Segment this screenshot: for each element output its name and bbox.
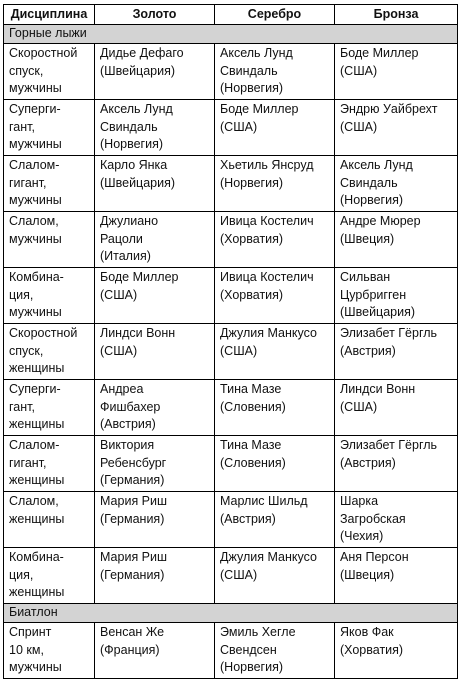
gold-cell [95,156,215,212]
silver-cell [215,380,335,436]
gold-text-line: Ребенсбург [100,455,167,470]
silver-text-line: Джулия Манкусо [220,550,317,564]
gold-cell [95,436,215,492]
bronze-cell [335,212,458,268]
bronze-cell [335,44,458,100]
bronze-text-line: (Норвегия) [340,193,404,207]
silver-text-line: Боде Миллер [220,102,299,116]
table-row [4,268,458,324]
gold-cell [95,324,215,380]
discipline-cell [4,44,95,100]
discipline-text-line: Слалом, [9,494,59,508]
discipline-text-line: ция, [9,567,34,582]
silver-text-line: Тина Мазе [220,382,282,396]
gold-text-line: (Германия) [100,511,165,526]
bronze-text-line: Аксель Лунд [340,158,413,172]
gold-text-line: (Италия) [100,249,151,263]
section-row [4,604,458,623]
discipline-text-line: женщины [9,511,65,526]
gold-text-line: Линдси Вонн [100,326,176,340]
discipline-text-line: 10 км, [9,642,44,657]
bronze-text-line: (США) [340,399,378,414]
discipline-text-line: ция, [9,287,34,302]
discipline-text-line: Слалом, [9,214,59,228]
gold-cell [95,623,215,679]
discipline-text-line: женщины [9,585,65,599]
bronze-text-line: (Австрия) [340,343,396,358]
gold-cell [95,268,215,324]
discipline-cell [4,492,95,548]
bronze-cell [335,268,458,324]
gold-text-line: (Норвегия) [100,137,164,151]
silver-text-line: (Норвегия) [220,660,284,674]
table-row [4,492,458,548]
silver-text-line: Свиндаль [220,63,278,78]
silver-cell [215,436,335,492]
gold-text-line: Рацоли [100,231,143,246]
bronze-text-line: (США) [340,63,378,78]
table-row [4,100,458,156]
discipline-text-line: гант, [9,119,35,134]
bronze-cell [335,380,458,436]
silver-cell [215,548,335,604]
medal-table [3,4,458,679]
gold-text-line: (Германия) [100,567,165,582]
discipline-text-line: спуск, [9,343,44,358]
gold-cell [95,380,215,436]
silver-text-line: (Словения) [220,399,286,414]
discipline-text-line: Слалом- [9,158,60,172]
silver-text-line: (США) [220,343,258,358]
header-bronze: Бронза [335,5,458,25]
bronze-text-line: Шарка [340,494,379,508]
gold-text-line: Джулиано [100,214,159,228]
silver-cell [215,100,335,156]
silver-text-line: Тина Мазе [220,438,282,452]
bronze-text-line: Яков Фак [340,625,394,639]
silver-cell [215,212,335,268]
bronze-text-line: (Австрия) [340,455,396,470]
silver-cell [215,324,335,380]
discipline-text-line: женщины [9,417,65,431]
discipline-text-line: женщины [9,473,65,487]
bronze-cell [335,623,458,679]
discipline-text-line: Слалом- [9,438,60,452]
silver-text-line: Эмиль Хегле [220,625,296,639]
gold-text-line: Фишбахер [100,399,161,414]
gold-cell [95,548,215,604]
bronze-cell [335,324,458,380]
discipline-text-line: мужчины [9,305,62,319]
discipline-text-line: гант, [9,399,35,414]
silver-cell [215,44,335,100]
silver-text-line: Аксель Лунд [220,46,293,60]
header-discipline: Дисциплина [4,5,95,25]
bronze-text-line: (Швеция) [340,231,395,246]
section-title: Биатлон [4,604,458,623]
bronze-text-line: Элизабет Гёргль [340,326,438,340]
gold-text-line: (Швейцария) [100,175,176,190]
silver-cell [215,623,335,679]
silver-text-line: (Норвегия) [220,81,284,95]
table-row [4,156,458,212]
gold-text-line: Свиндаль [100,119,158,134]
discipline-text-line: Скоростной [9,46,78,60]
gold-cell [95,492,215,548]
gold-text-line: (США) [100,287,138,302]
silver-text-line: (Норвегия) [220,175,284,190]
gold-text-line: Карло Янка [100,158,168,172]
silver-text-line: Ивица Костелич [220,214,314,228]
bronze-text-line: Линдси Вонн [340,382,416,396]
bronze-text-line: Эндрю Уайбрехт [340,102,438,116]
discipline-cell [4,268,95,324]
silver-text-line: (США) [220,119,258,134]
discipline-text-line: гигант, [9,455,47,470]
bronze-text-line: Свиндаль [340,175,398,190]
silver-text-line: Марлис Шильд [220,494,308,508]
gold-text-line: Мария Риш [100,494,168,508]
discipline-text-line: гигант, [9,175,47,190]
gold-text-line: Венсан Же [100,625,165,639]
discipline-text-line: спуск, [9,63,44,78]
table-row [4,623,458,679]
discipline-text-line: мужчины [9,81,62,95]
gold-text-line: (Швейцария) [100,63,176,78]
gold-text-line: Андреа [100,382,144,396]
gold-text-line: Аксель Лунд [100,102,173,116]
bronze-text-line: Аня Персон [340,550,409,564]
gold-cell [95,212,215,268]
silver-cell [215,156,335,212]
gold-text-line: Дидье Дефаго [100,46,184,60]
discipline-text-line: Комбина- [9,550,64,564]
silver-cell [215,492,335,548]
discipline-cell [4,548,95,604]
header-row [4,5,458,25]
discipline-text-line: мужчины [9,193,62,207]
section-title: Горные лыжи [4,25,458,44]
bronze-text-line: Андре Мюрер [340,214,421,228]
table-row [4,548,458,604]
bronze-text-line: Элизабет Гёргль [340,438,438,452]
discipline-text-line: мужчины [9,137,62,151]
discipline-text-line: мужчины [9,231,62,246]
bronze-text-line: (Чехия) [340,529,384,543]
bronze-cell [335,548,458,604]
discipline-text-line: Скоростной [9,326,78,340]
bronze-cell [335,492,458,548]
discipline-cell [4,436,95,492]
bronze-text-line: Сильван [340,270,391,284]
gold-cell [95,100,215,156]
gold-text-line: (США) [100,343,138,358]
gold-text-line: Виктория [100,438,155,452]
discipline-cell [4,100,95,156]
table-row [4,212,458,268]
silver-cell [215,268,335,324]
silver-text-line: (США) [220,567,258,582]
silver-text-line: (Хорватия) [220,231,284,246]
bronze-text-line: Цурбригген [340,287,407,302]
discipline-cell [4,212,95,268]
header-gold: Золото [95,5,215,25]
discipline-cell [4,156,95,212]
gold-text-line: (Австрия) [100,417,156,431]
silver-text-line: (Словения) [220,455,286,470]
discipline-cell [4,324,95,380]
table-row [4,436,458,492]
discipline-cell [4,623,95,679]
bronze-text-line: (США) [340,119,378,134]
silver-text-line: Ивица Костелич [220,270,314,284]
discipline-text-line: женщины [9,361,65,375]
bronze-cell [335,156,458,212]
silver-text-line: Хьетиль Янсруд [220,158,314,172]
bronze-cell [335,436,458,492]
bronze-text-line: Загробская [340,511,406,526]
gold-text-line: Мария Риш [100,550,168,564]
gold-cell [95,44,215,100]
bronze-text-line: (Швейцария) [340,305,416,319]
silver-text-line: Свендсен [220,642,277,657]
bronze-text-line: (Швеция) [340,567,395,582]
silver-text-line: (Австрия) [220,511,276,526]
silver-text-line: (Хорватия) [220,287,284,302]
discipline-text-line: Суперги- [9,382,61,396]
header-silver: Серебро [215,5,335,25]
discipline-cell [4,380,95,436]
discipline-text-line: Комбина- [9,270,64,284]
discipline-text-line: Суперги- [9,102,61,116]
discipline-text-line: Спринт [9,625,52,639]
table-row [4,324,458,380]
bronze-text-line: Боде Миллер [340,46,419,60]
gold-text-line: Боде Миллер [100,270,179,284]
bronze-cell [335,100,458,156]
table-body [4,25,458,679]
bronze-text-line: (Хорватия) [340,642,404,657]
table-row [4,44,458,100]
table-row [4,380,458,436]
silver-text-line: Джулия Манкусо [220,326,317,340]
section-row [4,25,458,44]
gold-text-line: (Германия) [100,473,165,487]
discipline-text-line: мужчины [9,660,62,674]
gold-text-line: (Франция) [100,642,160,657]
